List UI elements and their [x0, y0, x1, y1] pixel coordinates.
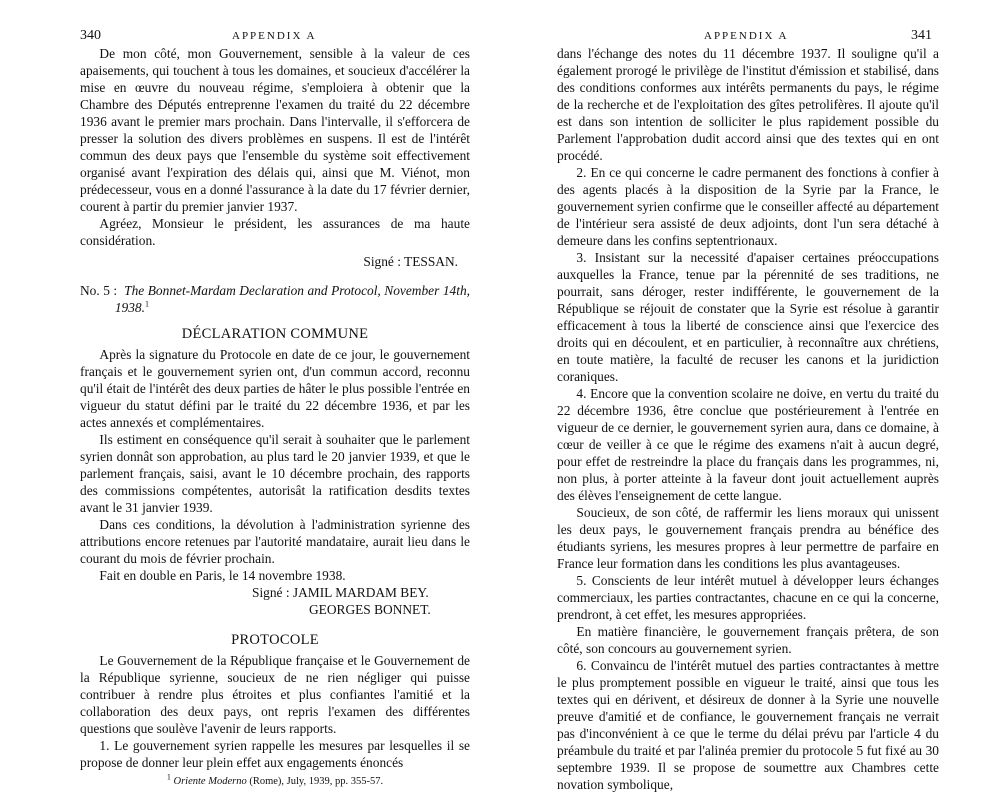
signature-block [80, 584, 470, 618]
paragraph: Fait en double en Paris, le 14 novembre 1938. [99, 568, 346, 583]
paragraph: 5. Conscients de leur intérêt mutuel à développer leurs échanges commerciaux, les parties contractantes, chacune en ce qui la concerne, prendront, à cet effet, les mesures appropriées. [557, 573, 939, 622]
signature-line: Signé : JAMIL MARDAM BEY. [252, 585, 429, 600]
section-title: DÉCLARATION COMMUNE [181, 326, 369, 342]
left-column [80, 45, 470, 790]
paragraph: Après la signature du Protocole en date de ce jour, le gouvernement français et le gouvernement syrien ont, d'un commun accord, reconnu qu'il était de l'intérêt des deux parties de hâter le plus possible l'entrée en vigueur du statut défini par le traité du 22 décembre 1936, et par les actes annexés et complémentaires. [80, 347, 470, 430]
page-number: 341 [911, 28, 932, 43]
running-head: APPENDIX A [704, 30, 789, 42]
signature: Signé : TESSAN. [363, 254, 458, 269]
paragraph: 6. Convaincu de l'intérêt mutuel des parties contractantes à mettre le plus promptement possible en vigueur le traité, ainsi que tous les textes qui en dérivent, et désireux de donner à la Syrie une nouvelle preuve d'amitié et de confiance, le gouvernement français ne verrait pas d'inconvénient à ce que le terme du délai prévu par l'article 4 du préambule du traité et par l'alinéa premier du protocole 5 fut fixé au 30 septembre 1939. Il se propose de soumettre aux Chambres cette novation symbolique, [557, 658, 939, 792]
footnote-source: Oriente Moderno [173, 776, 247, 787]
paragraph: Ils estiment en conséquence qu'il serait à souhaiter que le parlement syrien donnât son approbation, au plus tard le 20 janvier 1939, et que le parlement français, saisi, avant le 10 décembre prochain, des rapports des commissions compétentes, autorisât la ratification desdits textes avant le 31 janvier 1939. [80, 432, 470, 515]
footnote-ref: 1 [144, 299, 149, 309]
paragraph: dans l'échange des notes du 11 décembre 1937. Il souligne qu'il a également prorogé le privilège de l'institut d'émission et stabilisé, dans des conditions conformes aux intérêts permanents du pays, le régime de la recherche et de l'exploitation des gîtes petrolifères. Il ajoute qu'il est dans son intention de solliciter le plus rapidement possible du Parlement l'approbation dudit accord ainsi que des textes qui en ont procédé. [557, 46, 939, 163]
paragraph: De mon côté, mon Gouvernement, sensible à la valeur de ces apaisements, qui touchent à tous les domaines, et soucieux d'accélérer la mise en œuvre du nouveau régime, s'emploiera à obtenir que la Chambre des Députés entreprenne l'examen du traité du 22 décembre 1936 avant le premier mars prochain. Dans l'intervalle, il s'efforcera de presser la solution des divers problèmes en suspens. Il est de l'intérêt commun des deux pays que l'ensemble du système soit effectivement organisé avant l'expiration des délais qui, ainsi que M. Viénot, mon prédecesseur, vous en a donné l'assurance à la date du 17 février dernier, courent à partir du premier janvier 1937. [80, 46, 470, 214]
paragraph: Dans ces conditions, la dévolution à l'administration syrienne des attributions encore retenues par l'autorité mandataire, aurait lieu dans le courant du mois de février prochain. [80, 517, 470, 566]
document-title: The Bonnet-Mardam Declaration and Protocol, November 14th, 1938. [114, 283, 470, 315]
right-page [499, 0, 998, 795]
document-heading [80, 282, 470, 316]
right-column [557, 45, 939, 793]
footnote-text: (Rome), July, 1939, pp. 355-57. [246, 776, 384, 787]
section-title: PROTOCOLE [231, 632, 319, 648]
paragraph: 3. Insistant sur la necessité d'apaiser certaines préoccupations auxquelles la France, tenue par la pérennité de ses traditions, ne pourrait, sans déroger, rester indifférente, le gouvernement de la République se réjouit de constater que la Syrie est résolue à garantir efficacement à tous la liberté de conscience ainsi que l'exercice des droits qui en découlent, et en particulier, à reconnaître aux chrétiens, en toute matière, la faculté de recuser les canons et la juridiction coraniques. [557, 250, 939, 384]
paragraph: Agréez, Monsieur le président, les assurances de ma haute considération. [80, 216, 470, 248]
paragraph: En matière financière, le gouvernement français prêtera, de son côté, son concours au gouvernement syrien. [557, 624, 939, 656]
paragraph: 2. En ce qui concerne le cadre permanent des fonctions à confier à des agents placés à la disposition de la Syrie par la France, le gouvernement syrien confirme que le conseiller affecté au département de l'intérieur sera assisté de deux adjoints, dont l'un sera détaché à demeure dans les confins septentrionaux. [557, 165, 939, 248]
footnote-mark: 1 [166, 772, 171, 782]
signature-line: GEORGES BONNET. [309, 602, 431, 617]
document-number: No. 5 : [80, 283, 118, 298]
paragraph: 1. Le gouvernement syrien rappelle les mesures par lesquelles il se propose de donner leur plein effet aux engagements énoncés [80, 738, 470, 770]
paragraph: Soucieux, de son côté, de raffermir les liens moraux qui unissent les deux pays, le gouvernement français prendra au bénéfice des étudiants syriens, les mesures propres à leur permettre de parfaire en France leur formation dans les conditions les plus avantageuses. [557, 505, 939, 571]
paragraph: 4. Encore que la convention scolaire ne doive, en vertu du traité du 22 décembre 1936, être conclue que postérieurement à l'entrée en vigueur de ce dernier, le gouvernement syrien aura, dans ce domaine, à cœur de veiller à ce que le régime des examens n'ait à aucun degré, pour effet de restreindre la place du français dans les programmes, ni, non plus, à porter atteinte à la faveur dont jouit actuellement auprès des élèves l'enseignement de cette langue. [557, 386, 939, 503]
footnote [80, 773, 470, 790]
page-number: 340 [80, 28, 101, 43]
paragraph: Le Gouvernement de la République française et le Gouvernement de la République syrienne, soucieux de ne rien négliger qui puisse contribuer à rendre plus étroites et plus confiantes l'amitié et la collaboration des deux pays, ont repris l'examen des différentes questions que soulève l'avenir de leurs rapports. [80, 653, 470, 736]
running-head: APPENDIX A [232, 30, 317, 42]
